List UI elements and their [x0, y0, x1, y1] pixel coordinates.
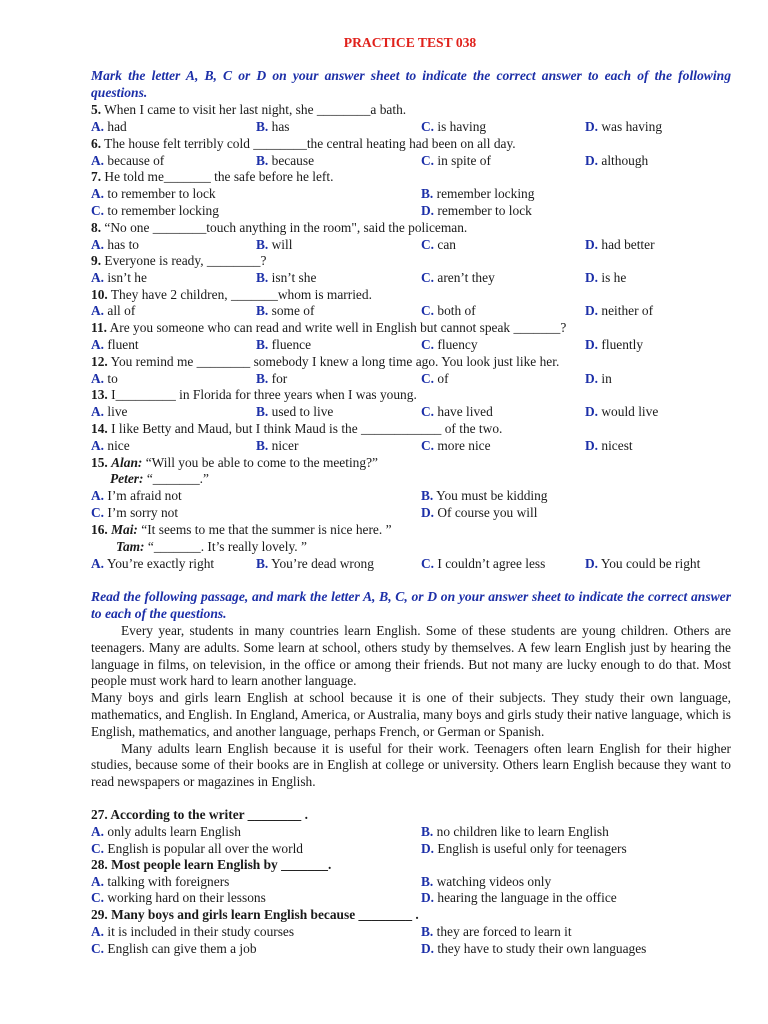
option-14a: A. nice — [91, 438, 130, 453]
option-7d: D. remember to lock — [421, 203, 532, 218]
question-15: 15. Alan: “Will you be able to come to the meeting?” — [91, 455, 378, 470]
option-7c: C. to remember locking — [91, 203, 219, 218]
option-12c: C. of — [421, 371, 449, 386]
option-10b: B. some of — [256, 303, 315, 318]
reading-passage — [91, 623, 731, 791]
option-14d: D. nicest — [585, 438, 633, 453]
option-28a: A. talking with foreigners — [91, 874, 230, 889]
option-6b: B. because — [256, 153, 315, 168]
question-15-reply: Peter: “_______.” — [110, 471, 209, 486]
question-9: 9. Everyone is ready, ________? — [91, 253, 267, 268]
option-15b: B. You must be kidding — [421, 488, 548, 503]
option-15d: D. Of course you will — [421, 505, 538, 520]
passage-paragraph-3: Many adults learn English because it is useful for their work. Teenagers often learn English for their higher studies, because some of their books are in English at college or university. Others learn English because they want to read newspapers or magazines in English. — [91, 740, 731, 790]
option-11c: C. fluency — [421, 337, 478, 352]
question-11: 11. Are you someone who can read and write well in English but cannot speak _______? — [91, 320, 567, 335]
question-27: 27. According to the writer ________ . — [91, 807, 308, 822]
option-29c: C. English can give them a job — [91, 941, 257, 956]
option-5d: D. was having — [585, 119, 663, 134]
option-27b: B. no children like to learn English — [421, 824, 609, 839]
option-9b: B. isn’t she — [256, 270, 317, 285]
option-5a: A. had — [91, 119, 127, 134]
option-8b: B. will — [256, 237, 293, 252]
option-8c: C. can — [421, 237, 456, 252]
page-title: PRACTICE TEST 038 — [343, 35, 477, 50]
question-16-reply: Tam: “_______. It’s really lovely. ” — [116, 539, 307, 554]
option-15a: A. I’m afraid not — [91, 488, 182, 503]
instruction-grammar: Mark the letter A, B, C or D on your answer sheet to indicate the correct answer to each of the following questions. — [91, 68, 731, 100]
option-8d: D. had better — [585, 237, 655, 252]
option-8a: A. has to — [91, 237, 140, 252]
option-12a: A. to — [91, 371, 118, 386]
option-14b: B. nicer — [256, 438, 299, 453]
option-10a: A. all of — [91, 303, 136, 318]
option-10c: C. both of — [421, 303, 476, 318]
option-11d: D. fluently — [585, 337, 644, 352]
option-6d: D. although — [585, 153, 649, 168]
question-13: 13. I_________ in Florida for three years when I was young. — [91, 387, 417, 402]
option-6c: C. in spite of — [421, 153, 491, 168]
question-5: 5. When I came to visit her last night, she ________a bath. — [91, 102, 407, 117]
option-9c: C. aren’t they — [421, 270, 495, 285]
question-12: 12. You remind me ________ somebody I knew a long time ago. You look just like her. — [91, 354, 560, 369]
question-6: 6. The house felt terribly cold ________the central heating had been on all day. — [91, 136, 516, 151]
option-9a: A. isn’t he — [91, 270, 147, 285]
question-14: 14. I like Betty and Maud, but I think Maud is the ____________ of the two. — [91, 421, 503, 436]
option-16d: D. You could be right — [585, 556, 701, 571]
option-12b: B. for — [256, 371, 288, 386]
option-10d: D. neither of — [585, 303, 654, 318]
option-14c: C. more nice — [421, 438, 491, 453]
question-29: 29. Many boys and girls learn English because ________ . — [91, 907, 419, 922]
question-8: 8. “No one ________touch anything in the room", said the policeman. — [91, 220, 468, 235]
question-text: When I came to visit her last night, she ________a bath. — [104, 102, 407, 117]
option-16c: C. I couldn’t agree less — [421, 556, 546, 571]
question-7: 7. He told me_______ the safe before he left. — [91, 169, 334, 184]
option-16a: A. You’re exactly right — [91, 556, 215, 571]
question-10: 10. They have 2 children, _______whom is married. — [91, 287, 372, 302]
option-13b: B. used to live — [256, 404, 334, 419]
option-13d: D. would live — [585, 404, 659, 419]
question-28: 28. Most people learn English by _______. — [91, 857, 332, 872]
option-9d: D. is he — [585, 270, 627, 285]
option-29d: D. they have to study their own languages — [421, 941, 647, 956]
option-29a: A. it is included in their study courses — [91, 924, 295, 939]
option-28b: B. watching videos only — [421, 874, 552, 889]
option-6a: A. because of — [91, 153, 165, 168]
option-5b: B. has — [256, 119, 290, 134]
option-11b: B. fluence — [256, 337, 312, 352]
option-28c: C. working hard on their lessons — [91, 890, 266, 905]
option-11a: A. fluent — [91, 337, 139, 352]
option-5c: C. is having — [421, 119, 487, 134]
question-16: 16. Mai: “It seems to me that the summer is nice here. ” — [91, 522, 392, 537]
option-7a: A. to remember to lock — [91, 186, 216, 201]
option-12d: D. in — [585, 371, 612, 386]
option-27a: A. only adults learn English — [91, 824, 241, 839]
option-29b: B. they are forced to learn it — [421, 924, 572, 939]
instruction-reading: Read the following passage, and mark the letter A, B, C, or D on your answer sheet to indicate the correct answer to each of the questions. — [91, 589, 731, 621]
passage-paragraph-1: Every year, students in many countries learn English. Some of these students are young children. Others are teenagers. Many are adults. Some learn at school, others study by themselves. A few learn English just by hearing the language in films, on television, in the office or among their friends. But not many are lucky enough to do that. Most people must work hard to learn another language. — [91, 623, 731, 689]
option-13a: A. live — [91, 404, 128, 419]
option-27d: D. English is useful only for teenagers — [421, 841, 627, 856]
option-28d: D. hearing the language in the office — [421, 890, 617, 905]
option-13c: C. have lived — [421, 404, 493, 419]
option-7b: B. remember locking — [421, 186, 535, 201]
option-15c: C. I’m sorry not — [91, 505, 179, 520]
option-16b: B. You’re dead wrong — [256, 556, 374, 571]
option-27c: C. English is popular all over the world — [91, 841, 304, 856]
passage-paragraph-2: Many boys and girls learn English at school because it is one of their subjects. They study their own language, mathematics, and English. In England, America, or Australia, many boys and girls study their native language, which is English, mathematics, and another language, perhaps French, or German or Spanish. — [91, 690, 732, 739]
